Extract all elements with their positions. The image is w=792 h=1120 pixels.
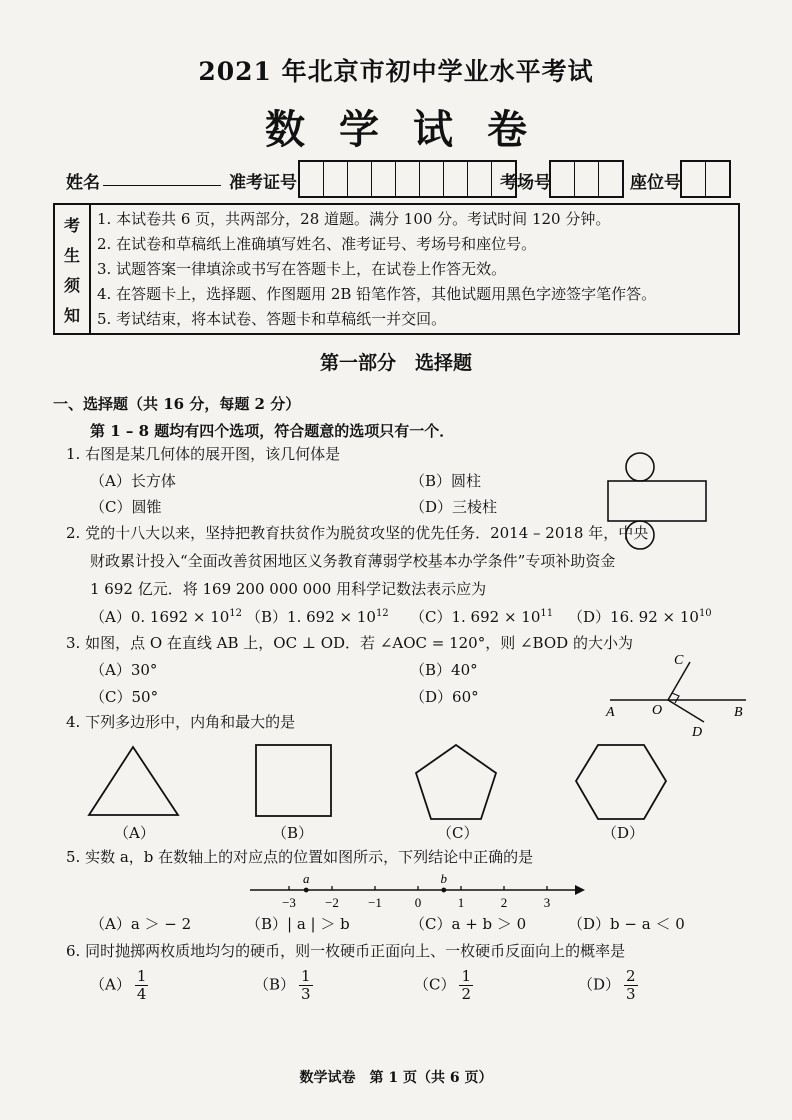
- point-label-b: b: [440, 871, 448, 886]
- notice-side-label: 考 生 须 知: [55, 205, 91, 333]
- label-o: O: [652, 703, 663, 718]
- q2-option-a: （A）0. $1692 \times 10^{12}$: [90, 608, 243, 626]
- number-line-figure: [250, 868, 590, 910]
- q6-stem: 6. 同时抛掷两枚质地均匀的硬币，则一枚硬币正面向上、一枚硬币反面向上的概率是: [66, 942, 626, 960]
- q1-stem: 1. 右图是某几何体的展开图，该几何体是: [66, 445, 341, 463]
- point-label-a: a: [302, 871, 310, 886]
- label-b: B: [734, 705, 743, 720]
- q6-option-c: （C） $\frac{1}{2}$: [414, 967, 472, 1003]
- notice-item: 4. 在答题卡上，选择题、作图题用 2B 铅笔作答，其他试题用黑色字迹签字笔作答。: [97, 285, 657, 303]
- q3-option-b: （B）40°: [410, 661, 478, 679]
- label-a: A: [606, 705, 615, 720]
- q5-option-b: （B）| a | ＞ b: [246, 915, 350, 933]
- seat-number-boxes[interactable]: [680, 160, 731, 198]
- label-c: C: [674, 653, 684, 668]
- q6-option-b: （B） $\frac{1}{3}$: [254, 967, 311, 1003]
- number-line: [250, 871, 585, 910]
- axis-tick-label: 1: [457, 895, 465, 910]
- section-heading: 一、选择题（共 16 分，每题 2 分）: [53, 395, 301, 413]
- exam-title: 2021 年北京市初中学业水平考试: [198, 57, 594, 86]
- name-label: 姓名: [66, 173, 100, 193]
- seat-label: 座位号: [630, 173, 681, 193]
- triangle-shape: [86, 745, 182, 817]
- part-title: 第一部分 选择题: [319, 352, 472, 374]
- q4-label-d: （D）: [602, 824, 645, 842]
- section-intro: 第 1 – 8 题均有四个选项，符合题意的选项只有一个．: [90, 422, 455, 440]
- q2-line1: 2. 党的十八大以来，坚持把教育扶贫作为脱贫攻坚的优先任务．2014 – 2018 年，中央: [66, 524, 649, 542]
- point-a: [304, 888, 309, 893]
- cylinder-net-figure: [600, 448, 710, 520]
- label-d: D: [692, 725, 703, 740]
- candidate-info-row: [0, 160, 792, 198]
- q6-option-d: （D） $\frac{2}{3}$: [578, 967, 636, 1003]
- q2-option-c: （C）1. $692 \times 10^{11}$: [410, 608, 554, 626]
- axis-tick-label: −1: [368, 895, 382, 910]
- q2-option-d: （D）16. $92 \times 10^{10}$: [568, 608, 712, 626]
- point-b: [441, 888, 446, 893]
- axis-arrow: [575, 885, 585, 895]
- q5-option-a: （A）a ＞ − 2: [90, 915, 192, 933]
- q3-option-d: （D）60°: [410, 688, 479, 706]
- q4-label-c: （C）: [437, 824, 479, 842]
- q6-option-a: （A） $\frac{1}{4}$: [90, 967, 147, 1003]
- room-label: 考场号: [500, 173, 551, 193]
- q2-line2: 财政累计投入“全面改善贫困地区义务教育薄弱学校基本办学条件”专项补助资金: [90, 552, 616, 570]
- axis-tick-label: 0: [414, 895, 422, 910]
- ticket-label: 准考证号: [229, 173, 297, 193]
- q3-option-c: （C）50°: [90, 688, 159, 706]
- q3-stem: 3. 如图，点 O 在直线 AB 上，OC ⊥ OD．若 ∠AOC = 120°，则 ∠BOD 的大小为: [66, 634, 633, 652]
- q5-option-d: （D）b − a ＜ 0: [568, 915, 685, 933]
- notice-item: 3. 试题答案一律填涂或书写在答题卡上，在试卷上作答无效。: [97, 260, 507, 278]
- notice-item: 5. 考试结束，将本试卷、答题卡和草稿纸一并交回。: [97, 310, 447, 328]
- q5-stem: 5. 实数 a，b 在数轴上的对应点的位置如图所示，下列结论中正确的是: [66, 848, 534, 866]
- name-field[interactable]: [103, 185, 221, 186]
- room-number-boxes[interactable]: [549, 160, 624, 198]
- angle-figure: [598, 650, 758, 742]
- hexagon-shape: [574, 743, 668, 821]
- q1-option-c: （C）圆锥: [90, 498, 162, 516]
- q4-label-b: （B）: [272, 824, 314, 842]
- pentagon-shape: [413, 743, 499, 821]
- axis-tick-label: −3: [282, 895, 296, 910]
- axis-tick-label: 2: [500, 895, 508, 910]
- ticket-number-boxes[interactable]: [298, 160, 517, 198]
- q4-label-a: （A）: [114, 824, 155, 842]
- q1-option-a: （A）长方体: [90, 472, 176, 490]
- q4-stem: 4. 下列多边形中，内角和最大的是: [66, 713, 296, 731]
- page-footer: 数学试卷 第 1 页（共 6 页）: [299, 1070, 493, 1086]
- q2-option-b: （B）1. $692 \times 10^{12}$: [246, 608, 389, 626]
- q2-line3: 1 692 亿元．将 169 200 000 000 用科学记数法表示应为: [90, 580, 487, 598]
- axis-tick-label: −2: [325, 895, 339, 910]
- notice-item: 2. 在试卷和草稿纸上准确填写姓名、准考证号、考场号和座位号。: [97, 235, 537, 253]
- q5-option-c: （C）a + b ＞ 0: [410, 915, 527, 933]
- candidate-notice: [53, 203, 740, 335]
- square-shape: [254, 743, 334, 819]
- axis-tick-label: 3: [543, 895, 551, 910]
- notice-item: 1. 本试卷共 6 页，共两部分，28 道题。满分 100 分。考试时间 120 分钟。: [97, 210, 611, 228]
- q1-option-d: （D）三棱柱: [410, 498, 498, 516]
- paper-title: 数学试卷: [265, 106, 561, 153]
- q3-option-a: （A）30°: [90, 661, 158, 679]
- q1-option-b: （B）圆柱: [410, 472, 482, 490]
